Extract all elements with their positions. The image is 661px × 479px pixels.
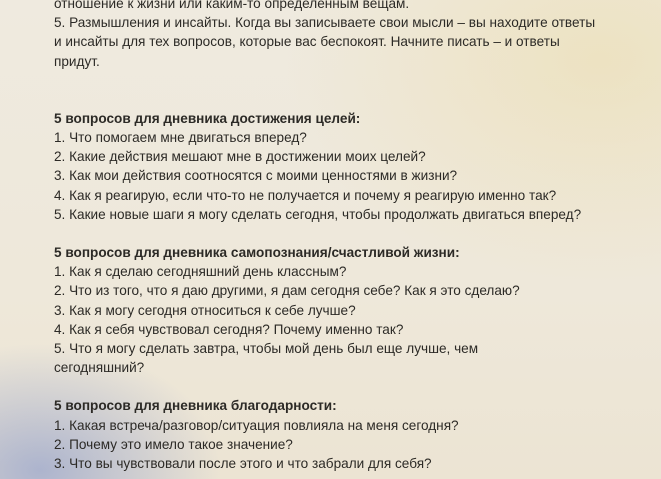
list-item: 3. Что вы чувствовали после этого и что забрали для себя? xyxy=(54,456,432,472)
list-item: 4. Как я реагирую, если что-то не получается и почему я реагирую именно так? xyxy=(54,187,557,203)
list-item: 5. Какие новые шаги я могу сделать сегодня, чтобы продолжать двигаться вперед? xyxy=(54,206,582,222)
section-gratitude-heading: 5 вопросов для дневника благодарности: xyxy=(54,398,337,414)
list-item: 2. Почему это имело такое значение? xyxy=(54,436,293,452)
list-item: 4. Как я себя чувствовал сегодня? Почему именно так? xyxy=(54,321,404,337)
list-item: 1. Как я сделаю сегодняшний день классным? xyxy=(54,264,347,280)
document-body xyxy=(54,0,634,473)
list-item: 5. Что я могу сделать завтра, чтобы мой день был еще лучше, чем сегодняшний? xyxy=(54,341,479,376)
list-item: 3. Как мои действия соотносятся с моими ценностями в жизни? xyxy=(54,168,458,184)
section-goals-heading: 5 вопросов для дневника достижения целей: xyxy=(54,110,361,126)
section-goals xyxy=(54,109,634,224)
list-item: 2. Какие действия мешают мне в достижении моих целей? xyxy=(54,149,426,165)
section-self-knowledge-heading: 5 вопросов для дневника самопознания/счастливой жизни: xyxy=(54,245,460,261)
intro-item-5: 5. Размышления и инсайты. Когда вы записываете свои мысли – вы находите ответы и инсайты для тех вопросов, которые вас беспокоят. Начните писать – и ответы придут. xyxy=(54,15,596,69)
section-self-knowledge xyxy=(54,243,634,377)
list-item: 1. Какая встреча/разговор/ситуация повлияла на меня сегодня? xyxy=(54,417,459,433)
intro-line-top: отношение к жизни или каким-то определенным вещам. xyxy=(54,0,410,11)
list-item: 2. Что из того, что я даю другими, я дам сегодня себе? Как я это сделаю? xyxy=(54,283,520,299)
list-item: 3. Как я могу сегодня относиться к себе лучше? xyxy=(54,302,356,318)
list-item: 1. Что помогаем мне двигаться вперед? xyxy=(54,130,307,146)
section-gratitude xyxy=(54,396,634,473)
